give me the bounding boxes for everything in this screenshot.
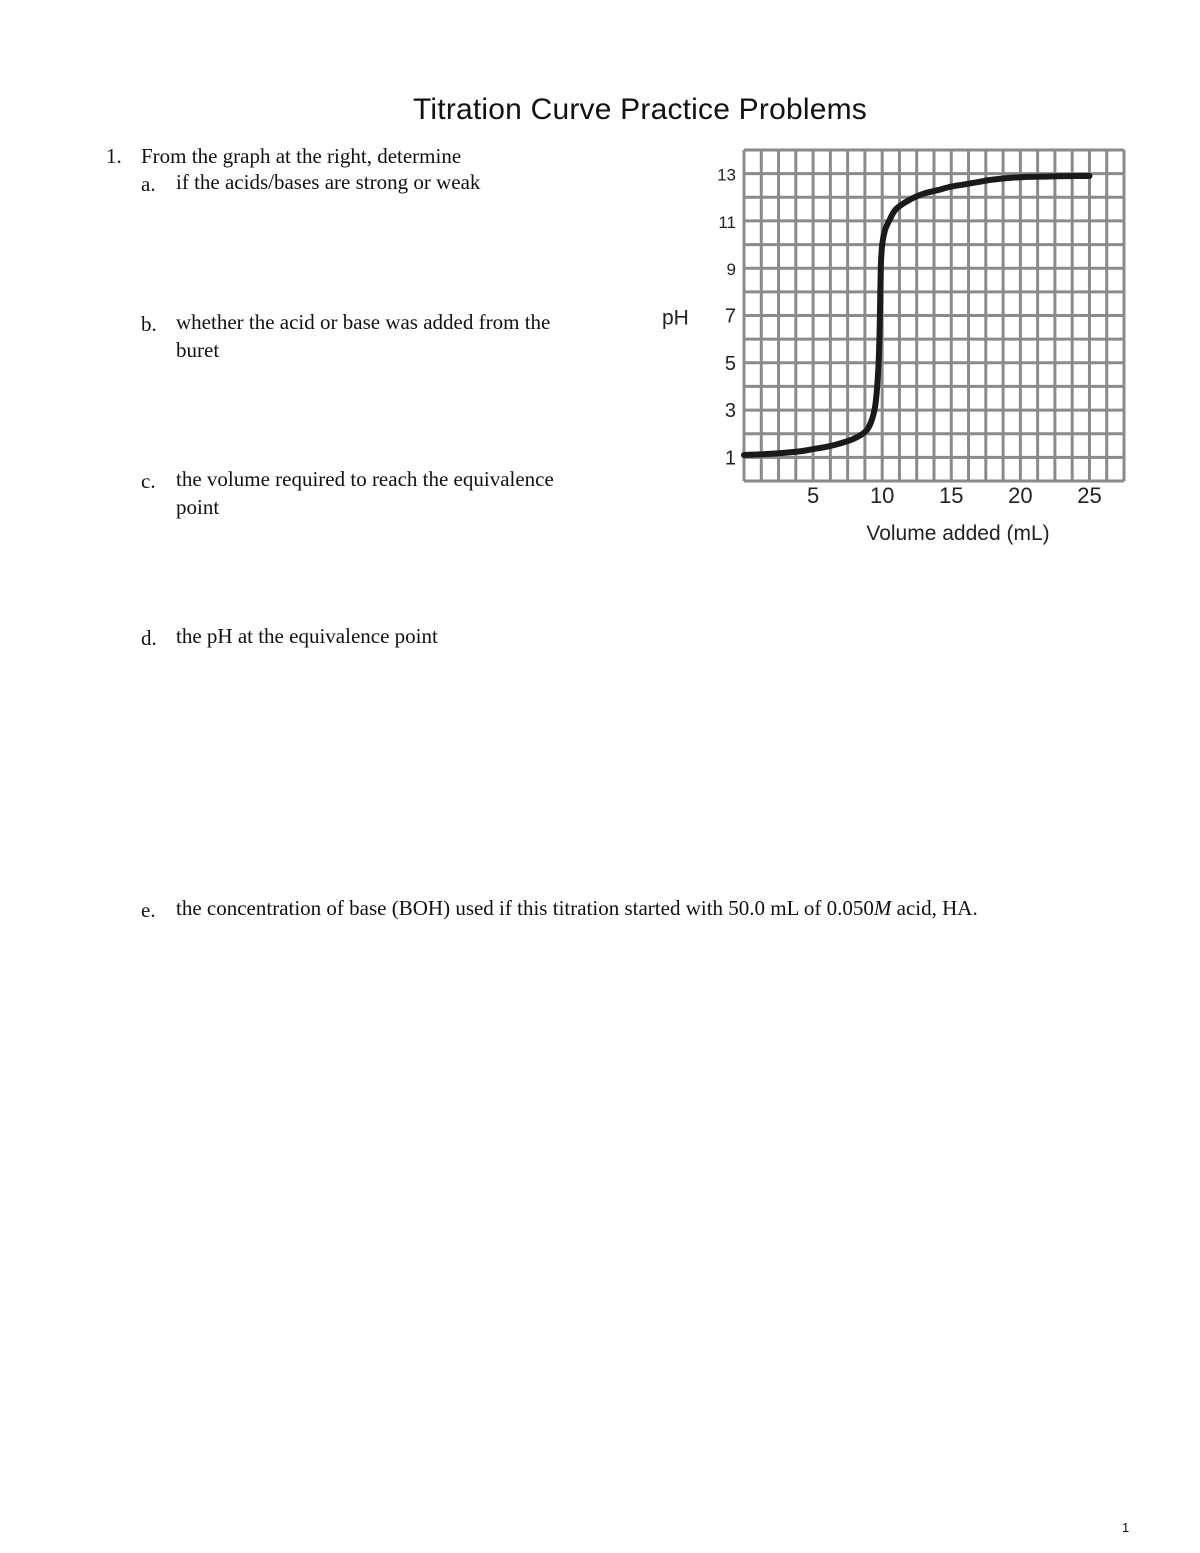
question-number: 1. [106,144,122,168]
y-tick-label: 5 [724,352,736,375]
x-tick-label: 10 [869,483,895,508]
part-c-line-2: point [176,495,220,519]
part-d-text [176,622,438,650]
y-tick-label: 7 [724,305,736,328]
x-tick-label: 25 [1077,483,1102,508]
x-axis-label: Volume added (mL) [866,522,1050,545]
y-tick-label: 1 [724,447,736,470]
question-prompt: From the graph at the right, determine [141,144,462,168]
part-d-marker: d. [141,626,157,650]
part-a-text [176,168,480,196]
part-a-marker: a. [141,172,156,196]
part-e-molarity-unit: M [873,896,892,920]
y-axis-label: pH [662,306,689,330]
y-tick-label: 13 [717,165,736,185]
part-c-marker: c. [141,469,156,493]
chart-grid [744,150,1124,481]
x-tick-label: 20 [1008,483,1033,508]
part-c-text [176,465,554,521]
part-d-line-1: the pH at the equivalence point [176,624,438,648]
part-e-marker: e. [141,898,156,922]
page-title: Titration Curve Practice Problems [413,93,867,126]
x-tick-label: 15 [939,483,964,508]
y-tick-label: 3 [724,400,736,423]
part-e-text-after: acid, HA. [891,896,978,920]
part-c-line-1: the volume required to reach the equivalence [176,467,554,491]
x-tick-label: 5 [806,483,820,508]
part-e-text-before: the concentration of base (BOH) used if this titration started with 50.0 mL of 0.050 [176,896,874,920]
part-b-line-2: buret [176,338,220,362]
part-e-text [176,894,978,922]
part-b-line-1: whether the acid or base was added from the [176,310,551,334]
titration-chart-svg [640,140,1140,560]
part-b-text [176,308,550,364]
part-b-marker: b. [141,312,157,336]
y-tick-label: 11 [718,212,736,232]
part-a-line-1: if the acids/bases are strong or weak [176,170,481,194]
titration-chart [640,140,1140,560]
y-tick-label: 9 [726,260,736,280]
page-number: 1 [1122,1520,1130,1535]
